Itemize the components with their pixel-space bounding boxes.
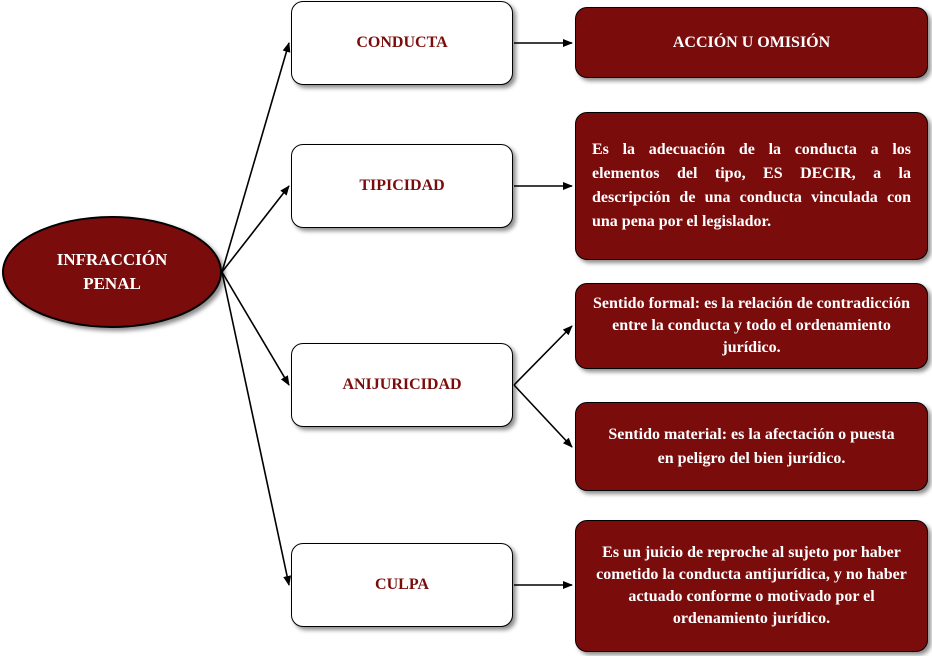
description-text: Sentido formal: es la relación de contradicción entre la conducta y todo el ordenamiento jurídico. xyxy=(593,295,910,356)
description-tipicidad xyxy=(575,112,928,260)
description-text: Sentido material: es la afectación o puesta en peligro del bien jurídico. xyxy=(608,425,895,467)
concept-label: TIPICIDAD xyxy=(359,177,445,194)
description-sentido-formal xyxy=(575,283,928,369)
arrow-root-to-tipicidad xyxy=(222,186,289,272)
concept-culpa xyxy=(291,543,513,627)
description-text: ACCIÓN U OMISIÓN xyxy=(672,33,831,51)
concept-anijuricidad xyxy=(291,343,513,427)
root-label: INFRACCIÓN PENAL xyxy=(56,250,168,293)
concept-conducta xyxy=(291,1,513,85)
arrow-root-to-conducta xyxy=(222,43,289,272)
description-text: Es la adecuación de la conducta a los elementos del tipo, ES DECIR, a la descripción de una conducta vinculada con una pena por el legislador. xyxy=(592,141,911,230)
root-node-infraccion-penal xyxy=(2,216,222,328)
arrow-anijuricidad-to-formal xyxy=(514,326,572,385)
description-accion-omision xyxy=(575,7,928,78)
description-culpa xyxy=(575,520,928,652)
arrow-anijuricidad-to-material xyxy=(514,385,572,447)
description-sentido-material xyxy=(575,402,928,491)
arrow-root-to-culpa xyxy=(222,272,289,585)
concept-label: CONDUCTA xyxy=(356,34,448,51)
arrow-root-to-anijuricidad xyxy=(222,272,289,385)
concept-label: CULPA xyxy=(375,576,429,593)
concept-tipicidad xyxy=(291,144,513,228)
concept-label: ANIJURICIDAD xyxy=(342,376,462,393)
description-text: Es un juicio de reproche al sujeto por haber cometido la conducta antijurídica, y no haber actuado conforme o motivado por el ordenamiento jurídico. xyxy=(596,544,907,627)
